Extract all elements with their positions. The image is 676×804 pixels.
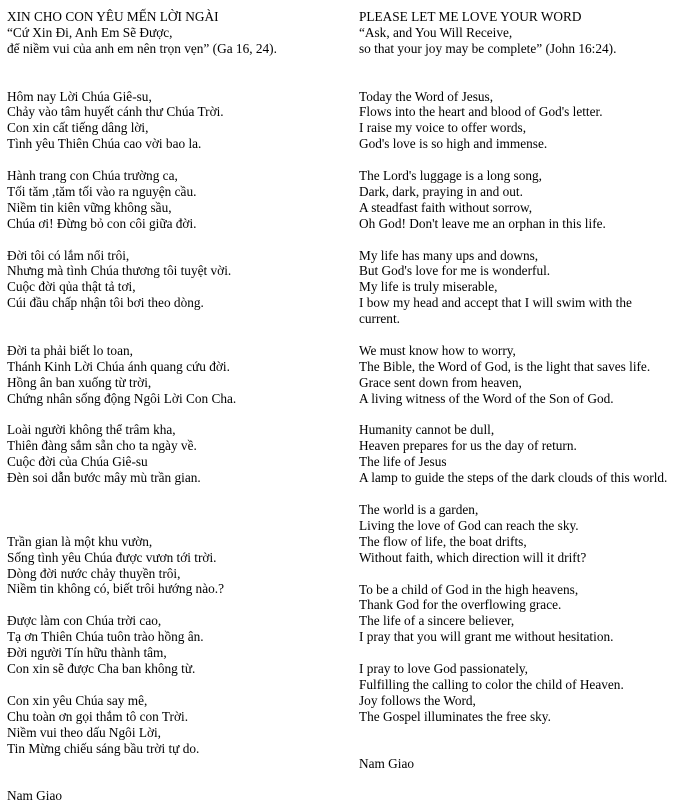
verse-line: I pray that you will grant me without hesitation. xyxy=(359,629,614,645)
verse-line: Humanity cannot be dull, xyxy=(359,422,495,438)
verse-line: Con xin cất tiếng dâng lời, xyxy=(7,120,149,136)
verse-line: Hành trang con Chúa trường ca, xyxy=(7,168,178,184)
verse-line: Được làm con Chúa trời cao, xyxy=(7,613,162,629)
verse-line: Chúa ơi! Đừng bỏ con côi giữa đời. xyxy=(7,215,197,231)
verse-line: Thiên đàng sắm sẵn cho ta ngày về. xyxy=(7,438,197,454)
verse-line: Chảy vào tâm huyết cánh thư Chúa Trời. xyxy=(7,104,224,120)
english-stanza-7 xyxy=(359,582,674,646)
verse-line: Niềm tin kiên vững không sầu, xyxy=(7,199,172,215)
verse-line: Sống tình yêu Chúa được vươn tới trời. xyxy=(7,549,217,565)
verse-line: God's love is so high and immense. xyxy=(359,136,548,152)
vietnamese-author: Nam Giao xyxy=(7,788,63,804)
verse-line: The Gospel illuminates the free sky. xyxy=(359,708,551,724)
verse-line: Tạ ơn Thiên Chúa tuôn trào hồng ân. xyxy=(7,629,204,645)
verse-line: Đời người Tín hữu thành tâm, xyxy=(7,645,167,661)
verse-line: Con xin sẽ được Cha ban không từ. xyxy=(7,660,196,676)
verse-line: Oh God! Don't leave me an orphan in this life. xyxy=(359,215,606,231)
verse-line: The life of a sincere believer, xyxy=(359,613,515,629)
verse-line: Living the love of God can reach the sky. xyxy=(359,517,579,533)
verse-line: A living witness of the Word of the Son of God. xyxy=(359,390,614,406)
english-epigraph-line-1: “Ask, and You Will Receive, xyxy=(359,24,513,40)
english-epigraph-line-2: so that your joy may be complete” (John 16:24). xyxy=(359,40,617,56)
vietnamese-stanza-4 xyxy=(7,343,347,407)
english-stanza-8 xyxy=(359,661,674,725)
verse-line: I raise my voice to offer words, xyxy=(359,120,527,136)
verse-line: Cuộc đời qủa thật tả tơi, xyxy=(7,279,136,295)
verse-line: A steadfast faith without sorrow, xyxy=(359,199,533,215)
verse-line: Niềm tin không có, biết trôi hướng nào.? xyxy=(7,581,224,597)
verse-line: Trần gian là một khu vườn, xyxy=(7,533,153,549)
vietnamese-epigraph-line-1: “Cứ Xin Đi, Anh Em Sẽ Được, xyxy=(7,24,173,40)
verse-line: Fulfilling the calling to color the child of Heaven. xyxy=(359,676,624,692)
english-title: PLEASE LET ME LOVE YOUR WORD xyxy=(359,9,582,24)
verse-line: Flows into the heart and blood of God's letter. xyxy=(359,104,603,120)
vietnamese-stanza-3 xyxy=(7,248,347,312)
english-stanza-6 xyxy=(359,502,674,566)
verse-line: We must know how to worry, xyxy=(359,342,516,358)
verse-line: Without faith, which direction will it drift? xyxy=(359,549,587,565)
english-stanza-2 xyxy=(359,168,674,232)
vietnamese-stanza-1 xyxy=(7,89,347,153)
verse-line: Joy follows the Word, xyxy=(359,692,476,708)
verse-line: Dark, dark, praying in and out. xyxy=(359,183,523,199)
verse-line: Chứng nhân sống động Ngôi Lời Con Cha. xyxy=(7,390,237,406)
verse-line: Loài người không thể trâm kha, xyxy=(7,422,176,438)
verse-line: Tin Mừng chiếu sáng bầu trời tự do. xyxy=(7,740,200,756)
vietnamese-stanza-8 xyxy=(7,693,347,757)
vietnamese-stanza-2 xyxy=(7,168,347,232)
english-stanza-5 xyxy=(359,422,674,486)
verse-line: My life is truly miserable, xyxy=(359,279,498,295)
vietnamese-stanza-5 xyxy=(7,422,347,486)
verse-line: Heaven prepares for us the day of return. xyxy=(359,438,577,454)
verse-line: Thank God for the overflowing grace. xyxy=(359,597,562,613)
english-column xyxy=(359,9,674,772)
verse-line: The flow of life, the boat drifts, xyxy=(359,533,527,549)
verse-line: To be a child of God in the high heavens, xyxy=(359,581,579,597)
english-stanza-1 xyxy=(359,89,674,153)
verse-line: Thánh Kinh Lời Chúa ánh quang cứu đời. xyxy=(7,358,230,374)
verse-line: Đèn soi dẫn bước mây mù trần gian. xyxy=(7,470,201,486)
verse-line: Chu toàn ơn gọi thắm tô con Trời. xyxy=(7,708,189,724)
vietnamese-stanza-7 xyxy=(7,613,347,677)
verse-line: Niềm vui theo dấu Ngôi Lời, xyxy=(7,724,162,740)
vietnamese-title: XIN CHO CON YÊU MẾN LỜI NGÀI xyxy=(7,9,219,24)
english-author: Nam Giao xyxy=(359,756,415,772)
verse-line: The Lord's luggage is a long song, xyxy=(359,168,542,184)
verse-line: My life has many ups and downs, xyxy=(359,247,539,263)
verse-line: Đời tôi có lắm nổi trôi, xyxy=(7,247,130,263)
english-stanza-4 xyxy=(359,343,674,407)
verse-line: Today the Word of Jesus, xyxy=(359,88,494,104)
verse-line: Đời ta phải biết lo toan, xyxy=(7,342,133,358)
verse-line: But God's love for me is wonderful. xyxy=(359,263,551,279)
verse-line: Tình yêu Thiên Chúa cao vời bao la. xyxy=(7,136,202,152)
english-stanza-3 xyxy=(359,248,674,328)
vietnamese-stanza-6 xyxy=(7,534,347,598)
verse-line: Cúi đầu chấp nhận tôi bơi theo dòng. xyxy=(7,295,204,311)
verse-line: Cuộc đời của Chúa Giê-su xyxy=(7,454,148,470)
verse-line: The Bible, the Word of God, is the light that saves life. xyxy=(359,358,651,374)
verse-line: Tối tăm ,tăm tối vào ra nguyện cầu. xyxy=(7,183,197,199)
verse-line: Con xin yêu Chúa say mê, xyxy=(7,692,148,708)
verse-line: Hôm nay Lời Chúa Giê-su, xyxy=(7,88,152,104)
verse-line: Nhưng mà tình Chúa thương tôi tuyệt vời. xyxy=(7,263,232,279)
vietnamese-epigraph-line-2: để niềm vui của anh em nên trọn vẹn” (Ga 16, 24). xyxy=(7,40,277,56)
verse-line: The life of Jesus xyxy=(359,454,447,470)
verse-line: I bow my head and accept that I will swim with the current. xyxy=(359,295,636,327)
verse-line: I pray to love God passionately, xyxy=(359,661,529,677)
verse-line: The world is a garden, xyxy=(359,501,479,517)
verse-line: Hồng ân ban xuống từ trời, xyxy=(7,374,152,390)
verse-line: Grace sent down from heaven, xyxy=(359,374,522,390)
vietnamese-column xyxy=(7,9,347,804)
verse-line: A lamp to guide the steps of the dark clouds of this world. xyxy=(359,470,668,486)
verse-line: Dòng đời nước chảy thuyền trôi, xyxy=(7,565,181,581)
